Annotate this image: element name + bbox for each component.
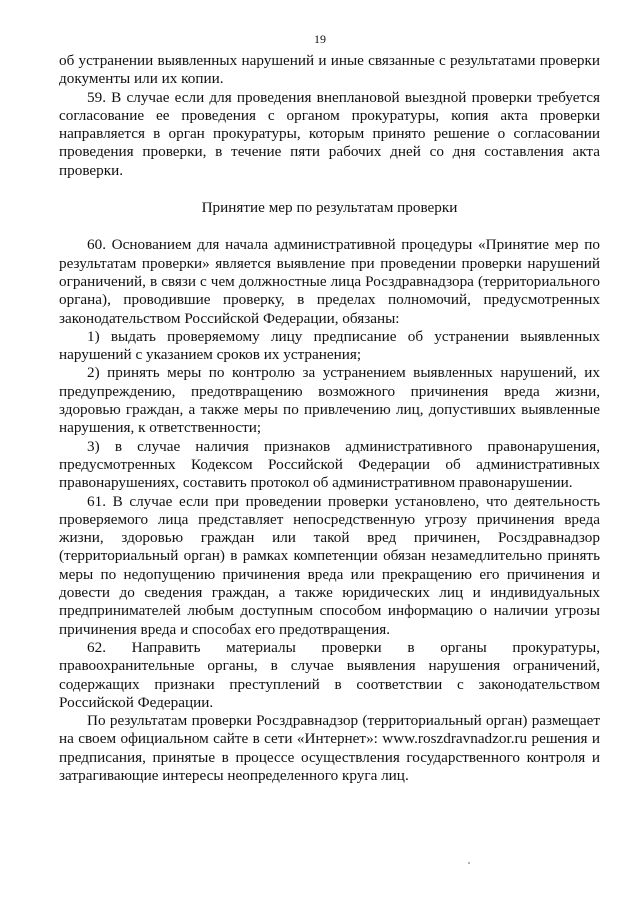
scan-speck (468, 862, 470, 864)
document-body (59, 52, 600, 785)
paragraph-continuation: об устранении выявленных нарушений и иные связанные с результатами проверки документы или их копии. (59, 52, 600, 88)
page-number: 19 (314, 32, 326, 46)
paragraph-61: 61. В случае если при проведении проверки установлено, что деятельность проверяемого лица представляет непосредственную угрозу причинения вреда жизни, здоровью граждан или такой вред причинен, Росздравнадзор (территориальный орган) в рамках компетенции обязан незамедлительно принять меры по недопущению причинения вреда или прекращению его причинения и довести до сведения граждан, а также юридических лиц и индивидуальных предпринимателей любым доступным способом информацию о наличии угрозы причинения вреда и способах его предотвращения. (59, 492, 600, 638)
paragraph-60: 60. Основанием для начала административной процедуры «Принятие мер по результатам проверки» является выявление при проведении проверки нарушений ограничений, в связи с чем должностные лица Росздравнадзора (территориального органа), проводившие проверку, в пределах полномочий, предусмотренных законодательством Российской Федерации, обязаны: (59, 236, 600, 327)
paragraph-publication: По результатам проверки Росздравнадзор (территориальный орган) размещает на своем официальном сайте в сети «Интернет»: www.roszdravnadzor.ru решения и предписания, принятые в процессе осуществления государственного контроля и затрагивающие интересы неопределенного круга лиц. (59, 712, 600, 784)
paragraph-59: 59. В случае если для проведения внеплановой выездной проверки требуется согласование ее проведения с органом прокуратуры, копия акта проверки направляется в орган прокуратуры, которым принято решение о согласовании проведения проверки, в течение пяти рабочих дней со дня составления акта проверки. (59, 88, 600, 179)
paragraph-60-item-2: 2) принять меры по контролю за устранением выявленных нарушений, их предупреждению, предотвращению возможного причинения вреда жизни, здоровью граждан, а также меры по привлечению лиц, допустивших выявленные нарушения, к ответственности; (59, 364, 600, 437)
paragraph-60-item-1: 1) выдать проверяемому лицу предписание об устранении выявленных нарушений с указанием сроков их устранения; (59, 327, 600, 364)
paragraph-60-item-3: 3) в случае наличия признаков административного правонарушения, предусмотренных Кодексом Российской Федерации об административных правонарушениях, составить протокол об административном правонарушении. (59, 437, 600, 492)
section-heading: Принятие мер по результатам проверки (201, 199, 458, 217)
paragraph-62: 62. Направить материалы проверки в органы прокуратуры, правоохранительные органы, в случае выявления нарушения ограничений, содержащих признаки преступлений в соответствии с законодательством Российской Федерации. (59, 638, 600, 711)
